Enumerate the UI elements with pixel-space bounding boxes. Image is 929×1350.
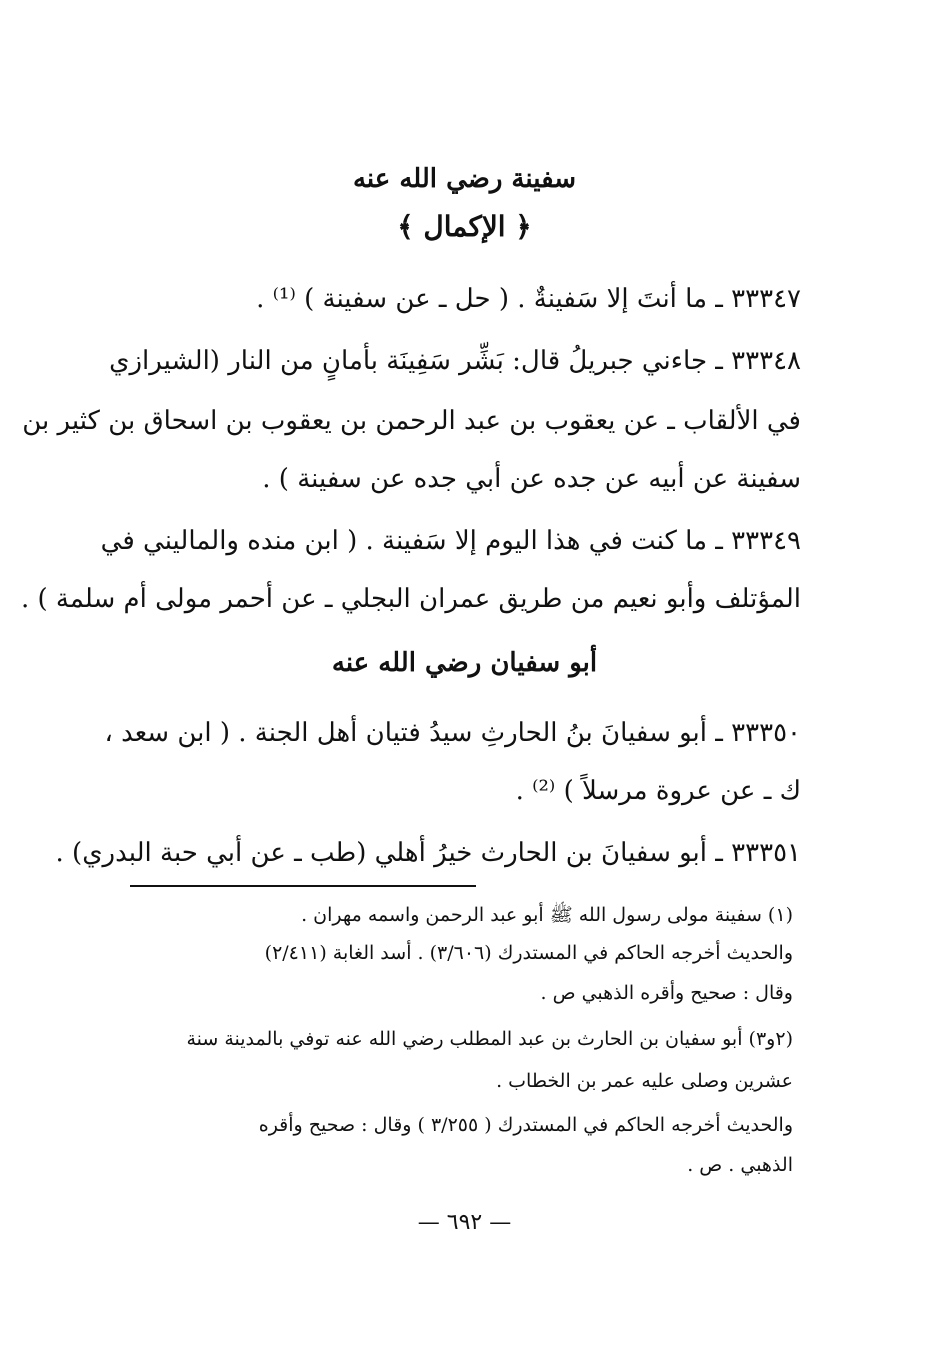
hadith-33349-line-1: ٣٣٣٤٩ ـ ما كنت في هذا اليوم إلا سَفينة . ( ابن منده والماليني في xyxy=(100,526,801,556)
hadith-33349-line-2: المؤتلف وأبو نعيم من طريق عمران البجلي ـ عن أحمر مولى أم سلمة ) . xyxy=(20,584,801,614)
hadith-33348-line-3: سفينة عن أبيه عن جده عن أبي جده عن سفينة ) . xyxy=(262,464,801,494)
footnote-line-4: (٢و٣) أبو سفيان بن الحارث بن عبد المطلب رضي الله عنه توفي بالمدينة سنة xyxy=(186,1028,793,1050)
footnote-line-5: عشرين وصلى عليه عمر بن الخطاب . xyxy=(496,1070,793,1092)
footnote-divider xyxy=(130,885,476,887)
footnote-line-2: والحديث أخرجه الحاكم في المستدرك (٣/٦٠٦) . أسد الغابة (٢/٤١١) xyxy=(264,942,793,964)
hadith-33351-line-1: ٣٣٣٥١ ـ أبو سفيانَ بن الحارث خيرُ أهلي (طب ـ عن أبي حبة البدري) . xyxy=(55,838,801,868)
hadith-33347-line-1: ٣٣٣٤٧ ـ ما أنتَ إلا سَفينةٌ . ( حل ـ عن سفينة ) ⁽¹⁾ . xyxy=(256,284,801,314)
hadith-33348-line-1: ٣٣٣٤٨ ـ جاءني جبريلُ قال: بَشِّر سَفِينَة بأمانٍ من النار (الشيرازي xyxy=(109,346,801,376)
footnote-line-7: الذهبي . ص . xyxy=(687,1154,793,1176)
page-number: — ٦٩٢ — xyxy=(417,1210,512,1235)
footnote-line-1: (١) سفينة مولى رسول الله ﷺ أبو عبد الرحمن واسمه مهران . xyxy=(301,904,793,926)
hadith-33350-line-1: ٣٣٣٥٠ ـ أبو سفيانَ بنُ الحارثِ سيدُ فتيان أهل الجنة . ( ابن سعد ، xyxy=(104,718,801,748)
section-title: أبو سفيان رضي الله عنه xyxy=(331,648,598,678)
footnote-line-3: وقال : صحيح وأقره الذهبي ص . xyxy=(540,982,793,1004)
hadith-33348-line-2: في الألقاب ـ عن يعقوب بن عبد الرحمن بن يعقوب بن اسحاق بن كثير بن xyxy=(22,406,801,436)
footnote-line-6: والحديث أخرجه الحاكم في المستدرك ( ٣/٢٥٥ ) وقال : صحيح وأقره xyxy=(258,1114,793,1136)
hadith-33350-line-2: ك ـ عن عروة مرسلاً ) ⁽²⁾ . xyxy=(515,776,801,806)
chapter-title: سفينة رضي الله عنه xyxy=(352,164,577,194)
chapter-subtitle: ﴿ الإكمال ﴾ xyxy=(397,210,532,243)
